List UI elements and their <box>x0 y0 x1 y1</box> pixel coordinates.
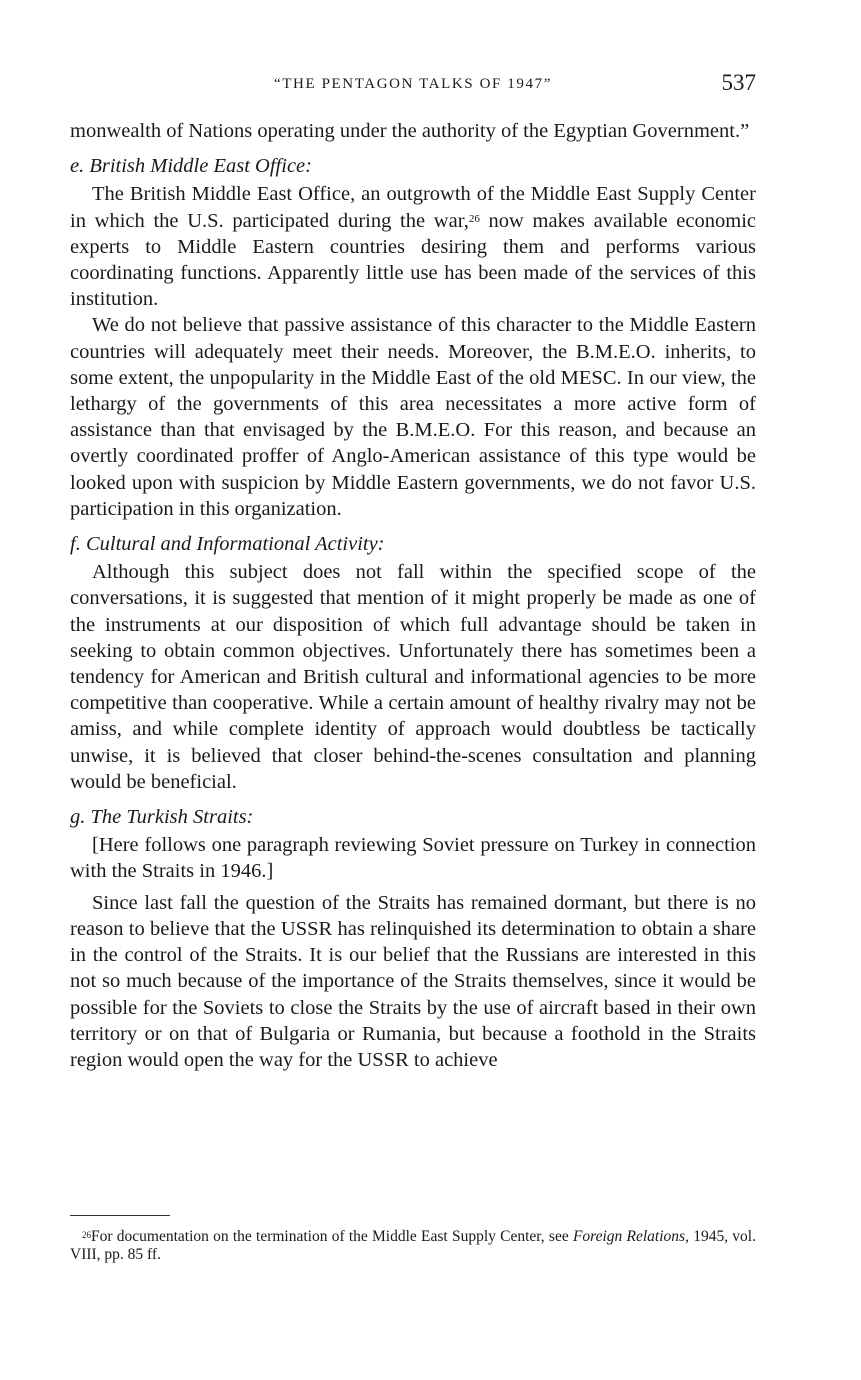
footnote-citation-title: Foreign Relations <box>572 1228 686 1245</box>
page-header <box>70 68 756 102</box>
running-title: “THE PENTAGON TALKS OF 1947” <box>274 76 552 92</box>
footnote <box>70 1228 756 1264</box>
paragraph-e-1-text-b: now makes available economic experts to Middle Eastern countries desiring them and performs various coordinating functions. Apparently little use has been made of the services of this institution. <box>70 209 756 311</box>
paragraph-continued: monwealth of Nations operating under the authority of the Egyptian Government.” <box>70 120 750 142</box>
paragraph-g-1: [Here follows one paragraph reviewing Soviet pressure on Turkey in connection with the Straits in 1946.] <box>70 834 756 883</box>
paragraph-e-1 <box>70 181 756 312</box>
paragraph-f-1: Although this subject does not fall within the specified scope of the conversations, it is suggested that mention of it might properly be made as one of the instruments at our disposition of which full advantage should be taken in seeking to obtain common objectives. Unfortunately there has sometimes been a tendency for American and British cultural and informational agencies to be more competitive than cooperative. While a certain amount of healthy rivalry may not be amiss, and while complete identity of approach would doubtless be tactically unwise, it is believed that closer behind-the-scenes consultation and planning would be beneficial. <box>70 561 756 793</box>
paragraph-e-1-text-a: The British Middle East Office, an outgrowth of the Middle East Supply Center in which the U.S. participated during the war, <box>70 183 756 232</box>
footnote-marker: 26 <box>82 1230 91 1240</box>
main-text <box>70 118 756 1073</box>
paragraph-e-2: We do not believe that passive assistance of this character to the Middle Eastern countries will adequately meet their needs. Moreover, the B.M.E.O. inherits, to some extent, the unpopularity in the Middle East of the old MESC. In our view, the lethargy of the governments of this area necessitates a more active form of assistance than that envisaged by the B.M.E.O. For this reason, and because an overtly coordinated proffer of Anglo-American assistance of this type would be looked upon with suspicion by Middle Eastern governments, we do not favor U.S. participation in this organization. <box>70 314 756 520</box>
section-heading-e: e. British Middle East Office: <box>70 155 312 178</box>
section-heading-f: f. Cultural and Informational Activity: <box>70 533 385 556</box>
paragraph-g-2: Since last fall the question of the Straits has remained dormant, but there is no reason to believe that the USSR has relinquished its determination to obtain a share in the control of the Straits. It is our belief that the Russians are interested in this not so much because of the importance of the Straits themselves, since it would be possible for the Soviets to close the Straits by the use of aircraft based in their own territory or on that of Bulgaria or Rumania, but because a foothold in the Straits region would open the way for the USSR to achieve <box>70 891 756 1071</box>
section-heading-g: g. The Turkish Straits: <box>70 806 254 829</box>
footnote-divider <box>70 1215 170 1216</box>
footnote-text-a: For documentation on the termination of the Middle East Supply Center, see <box>91 1228 573 1245</box>
page-number: 537 <box>721 70 756 95</box>
footnote-text-b: , 1945, vol. VIII, pp. 85 ff. <box>70 1228 756 1263</box>
footnote-reference: 26 <box>468 212 480 225</box>
